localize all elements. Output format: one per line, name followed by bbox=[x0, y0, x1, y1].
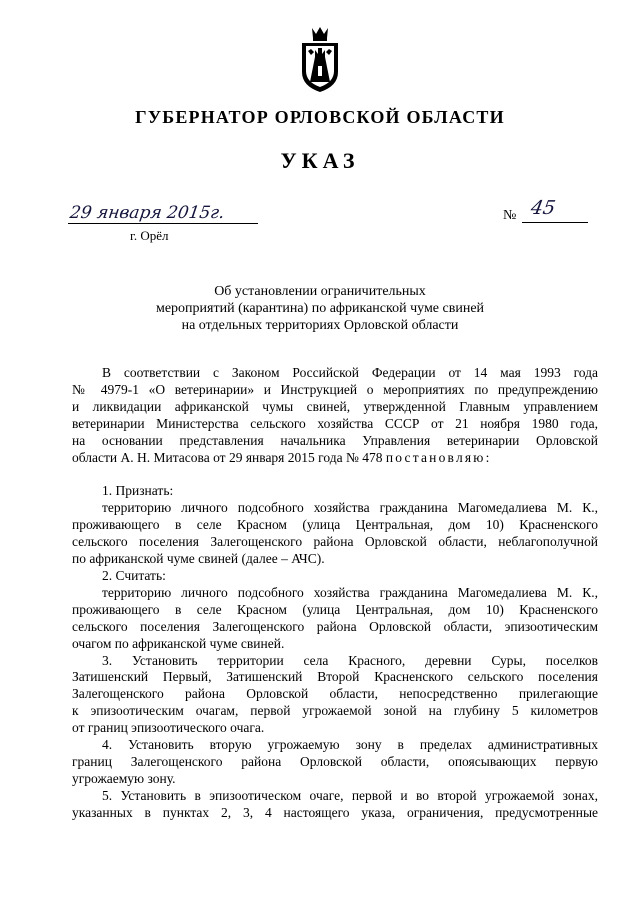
item-line: проживающего в селе Красном (улица Центральная, дом 10) Красненского bbox=[72, 601, 598, 617]
preamble-line: ветеринарии Министерства сельского хозяйства СССР от 21 ноября 1980 года, bbox=[72, 415, 598, 431]
item-line: угрожаемую зону. bbox=[72, 770, 176, 786]
coat-of-arms-icon bbox=[296, 26, 344, 94]
preamble-keyword: постановляю: bbox=[385, 449, 492, 465]
item-line: указанных в пунктах 2, 3, 4 настоящего указа, ограничения, предусмотренные bbox=[72, 804, 598, 820]
preamble-line: и ликвидации африканской чумы свиней, утвержденной Главным управлением bbox=[72, 398, 598, 414]
item-line: 5. Установить в эпизоотическом очаге, первой и во второй угрожаемой зонах, bbox=[102, 787, 598, 803]
item-3 bbox=[72, 653, 598, 738]
item-line: проживающего в селе Красном (улица Центральная, дом 10) Красненского bbox=[72, 517, 598, 533]
date-underline bbox=[68, 223, 258, 224]
preamble-line: области А. Н. Митасова от 29 января 2015 года № 478 bbox=[72, 449, 383, 465]
item-line: территорию личного подсобного хозяйства гражданина Магомедалиева М. К., bbox=[102, 500, 598, 516]
title-line: Об установлении ограничительных bbox=[214, 284, 426, 299]
handwritten-date: 29 января 2015г. bbox=[68, 203, 226, 223]
item-lead: 1. Признать: bbox=[102, 483, 174, 499]
item-5 bbox=[72, 788, 598, 822]
item-line: от границ эпизоотического очага. bbox=[72, 720, 265, 736]
item-line: Залегощенского района Орловской области, непосредственно прилегающие bbox=[72, 686, 598, 702]
item-line: сельского поселения Залегощенского района Орловской области, эпизоотическим bbox=[72, 618, 598, 634]
item-line: к эпизоотическим очагам, первой угрожаемой зоной на глубину 5 километров bbox=[72, 703, 598, 719]
title-line: на отдельных территориях Орловской области bbox=[181, 318, 459, 333]
handwritten-number: 45 bbox=[529, 197, 558, 219]
item-4 bbox=[72, 737, 598, 788]
number-label: № bbox=[503, 208, 517, 223]
authority-heading: ГУБЕРНАТОР ОРЛОВСКОЙ ОБЛАСТИ bbox=[135, 107, 505, 127]
preamble-line: В соответствии с Законом Российской Федерации от 14 мая 1993 года bbox=[102, 365, 598, 380]
item-lead: 2. Считать: bbox=[102, 567, 166, 583]
title-line: мероприятий (карантина) по африканской чуме свиней bbox=[155, 301, 485, 316]
item-line: Затишенский Первый, Затишенский Второй Красненского сельского поселения bbox=[72, 669, 598, 685]
item-2 bbox=[72, 568, 598, 653]
place-of-issue: г. Орёл bbox=[130, 228, 169, 243]
item-line: границ Залегощенского района Орловской области, опоясывающих первую bbox=[72, 753, 598, 769]
number-underline bbox=[522, 222, 588, 223]
item-line: очагом по африканской чуме свиней. bbox=[72, 635, 285, 651]
preamble-paragraph bbox=[72, 365, 598, 466]
item-line: 4. Установить вторую угрожаемую зону в пределах административных bbox=[102, 737, 598, 753]
item-line: по африканской чуме свиней (далее – АЧС). bbox=[72, 551, 325, 567]
decree-title bbox=[80, 283, 560, 334]
document-type-heading: УКАЗ bbox=[280, 148, 360, 173]
preamble-line-last bbox=[72, 450, 598, 467]
decree-body bbox=[72, 365, 598, 822]
item-1 bbox=[72, 483, 598, 568]
preamble-line: № 4979-1 «О ветеринарии» и Инструкцией о мероприятиях по предупреждению bbox=[72, 381, 598, 397]
item-line: 3. Установить территории села Красного, деревни Суры, поселков bbox=[102, 652, 598, 668]
preamble-line: на основании представления начальника Управления ветеринарии Орловской bbox=[72, 432, 598, 448]
item-line: сельского поселения Залегощенского района Орловской области, неблагополучной bbox=[72, 534, 598, 550]
item-line: территорию личного подсобного хозяйства гражданина Магомедалиева М. К., bbox=[102, 584, 598, 600]
